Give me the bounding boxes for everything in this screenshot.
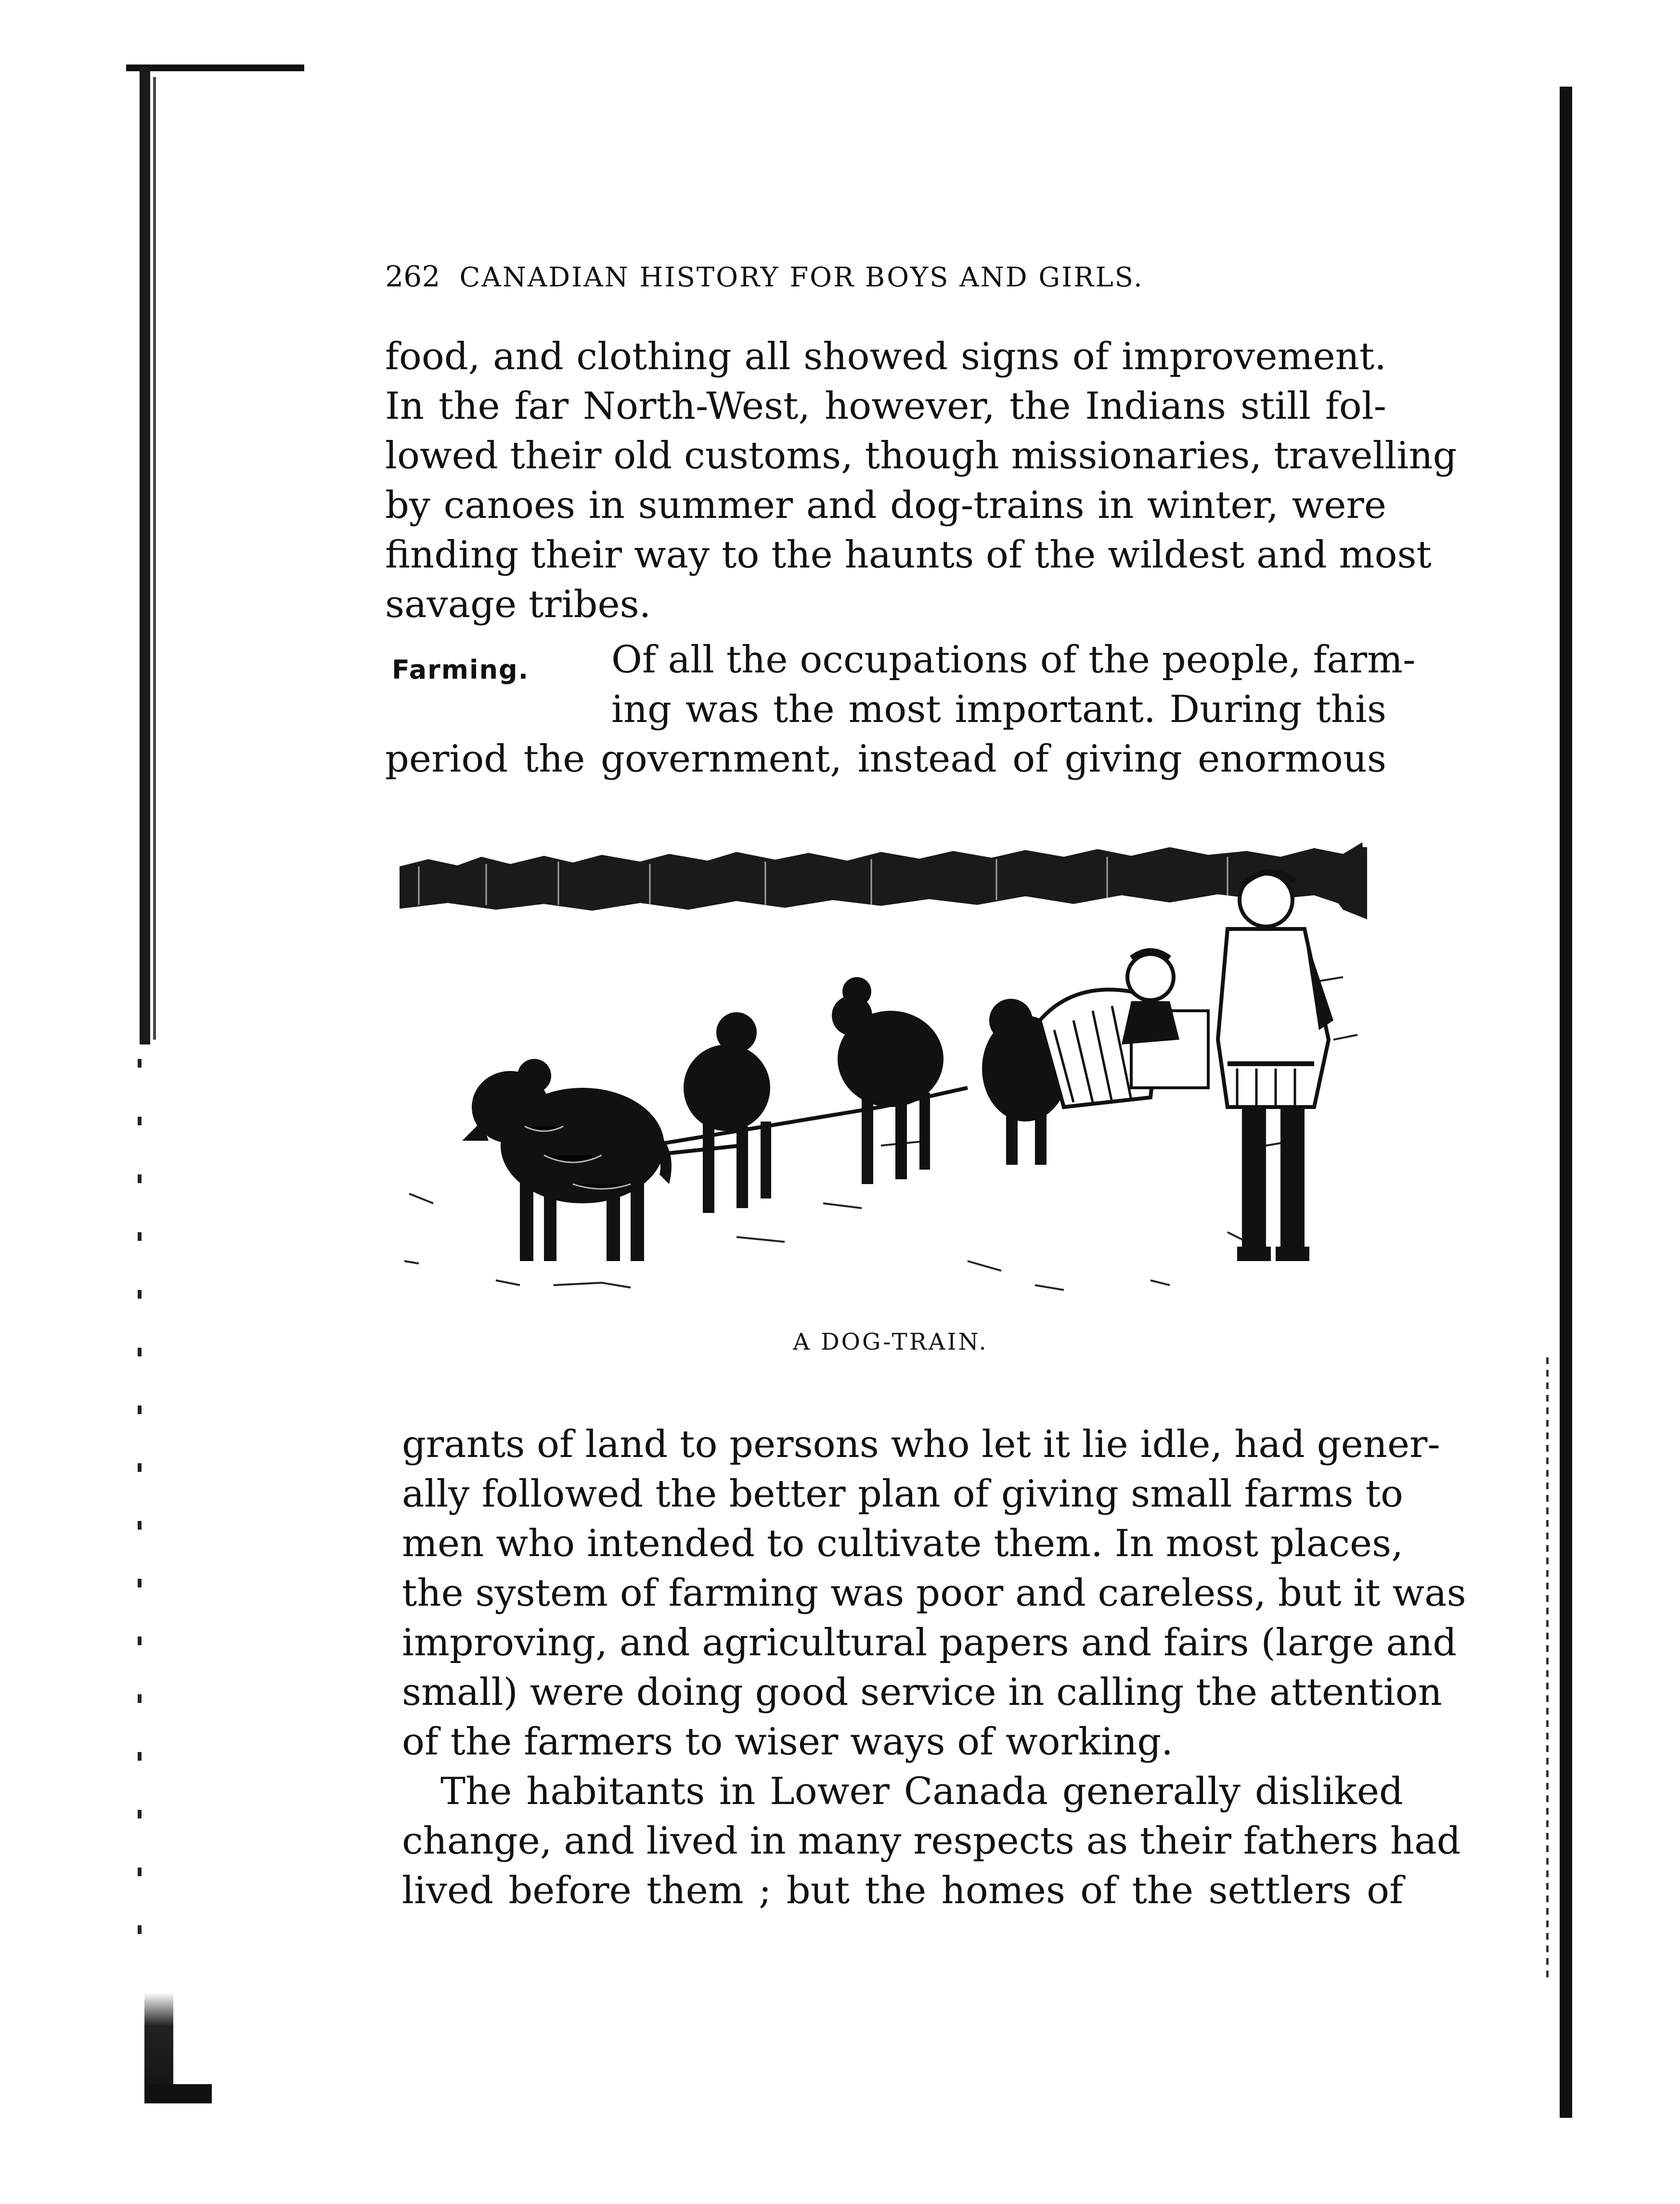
- text-line: by canoes in summer and dog-trains in winter, were: [385, 484, 1386, 527]
- text-line: ally followed the better plan of giving small farms to: [402, 1472, 1403, 1516]
- running-title: CANADIAN HISTORY FOR BOYS AND GIRLS.: [459, 262, 1144, 293]
- text-line: lived before them ; but the homes of the settlers of: [402, 1869, 1403, 1912]
- paragraph-farming-start: [611, 635, 1416, 735]
- text-line: of the farmers to wiser ways of working.: [402, 1720, 1174, 1764]
- text-line: Of all the occupations of the people, farm-: [611, 638, 1416, 682]
- second-dog: [684, 1012, 771, 1213]
- standing-driver: [1218, 872, 1333, 1261]
- paragraph-farming-cont: [385, 735, 1386, 784]
- scan-edge-right-specks: [1546, 1357, 1549, 1983]
- text-line: The habitants in Lower Canada generally disliked: [440, 1770, 1403, 1813]
- text-line: ing was the most important. During this: [611, 688, 1386, 731]
- text-line: men who intended to cultivate them. In most places,: [402, 1522, 1403, 1565]
- text-line: improving, and agricultural papers and fairs (large and: [402, 1621, 1457, 1664]
- text-line: period the government, instead of giving enormous: [385, 737, 1386, 781]
- running-header: [385, 260, 1406, 294]
- text-line: savage tribes.: [385, 583, 651, 626]
- paragraph-grants: [402, 1420, 1466, 1916]
- text-line: grants of land to persons who let it lie idle, had gener-: [402, 1423, 1440, 1466]
- sled-with-passenger: [1040, 951, 1208, 1107]
- paragraph-improvement: [385, 332, 1457, 630]
- side-heading-farming: Farming.: [392, 655, 530, 685]
- page-number: 262: [385, 260, 440, 294]
- text-line: In the far North-West, however, the Indians still fol-: [385, 385, 1386, 428]
- third-dog: [832, 977, 943, 1184]
- treeline: [400, 842, 1367, 919]
- scan-binding-specks: [138, 1059, 142, 1973]
- text-line: the system of farming was poor and careless, but it was: [402, 1572, 1466, 1615]
- scan-binding-foot: [149, 2084, 212, 2103]
- figure-caption: A DOG-TRAIN.: [793, 1328, 988, 1355]
- scan-binding-left-inner: [153, 77, 156, 1040]
- text-line: change, and lived in many respects as their fathers had: [402, 1819, 1461, 1863]
- text-line: lowed their old customs, though missionaries, travelling: [385, 434, 1457, 477]
- scan-binding-top: [126, 64, 304, 71]
- text-line: finding their way to the haunts of the wildest and most: [385, 533, 1432, 577]
- dog-train-illustration: [400, 838, 1401, 1314]
- text-line: food, and clothing all showed signs of improvement.: [385, 335, 1386, 378]
- scan-binding-left: [140, 67, 150, 1044]
- scan-edge-right: [1560, 87, 1572, 2118]
- text-line: small) were doing good service in calling the attention: [402, 1671, 1442, 1714]
